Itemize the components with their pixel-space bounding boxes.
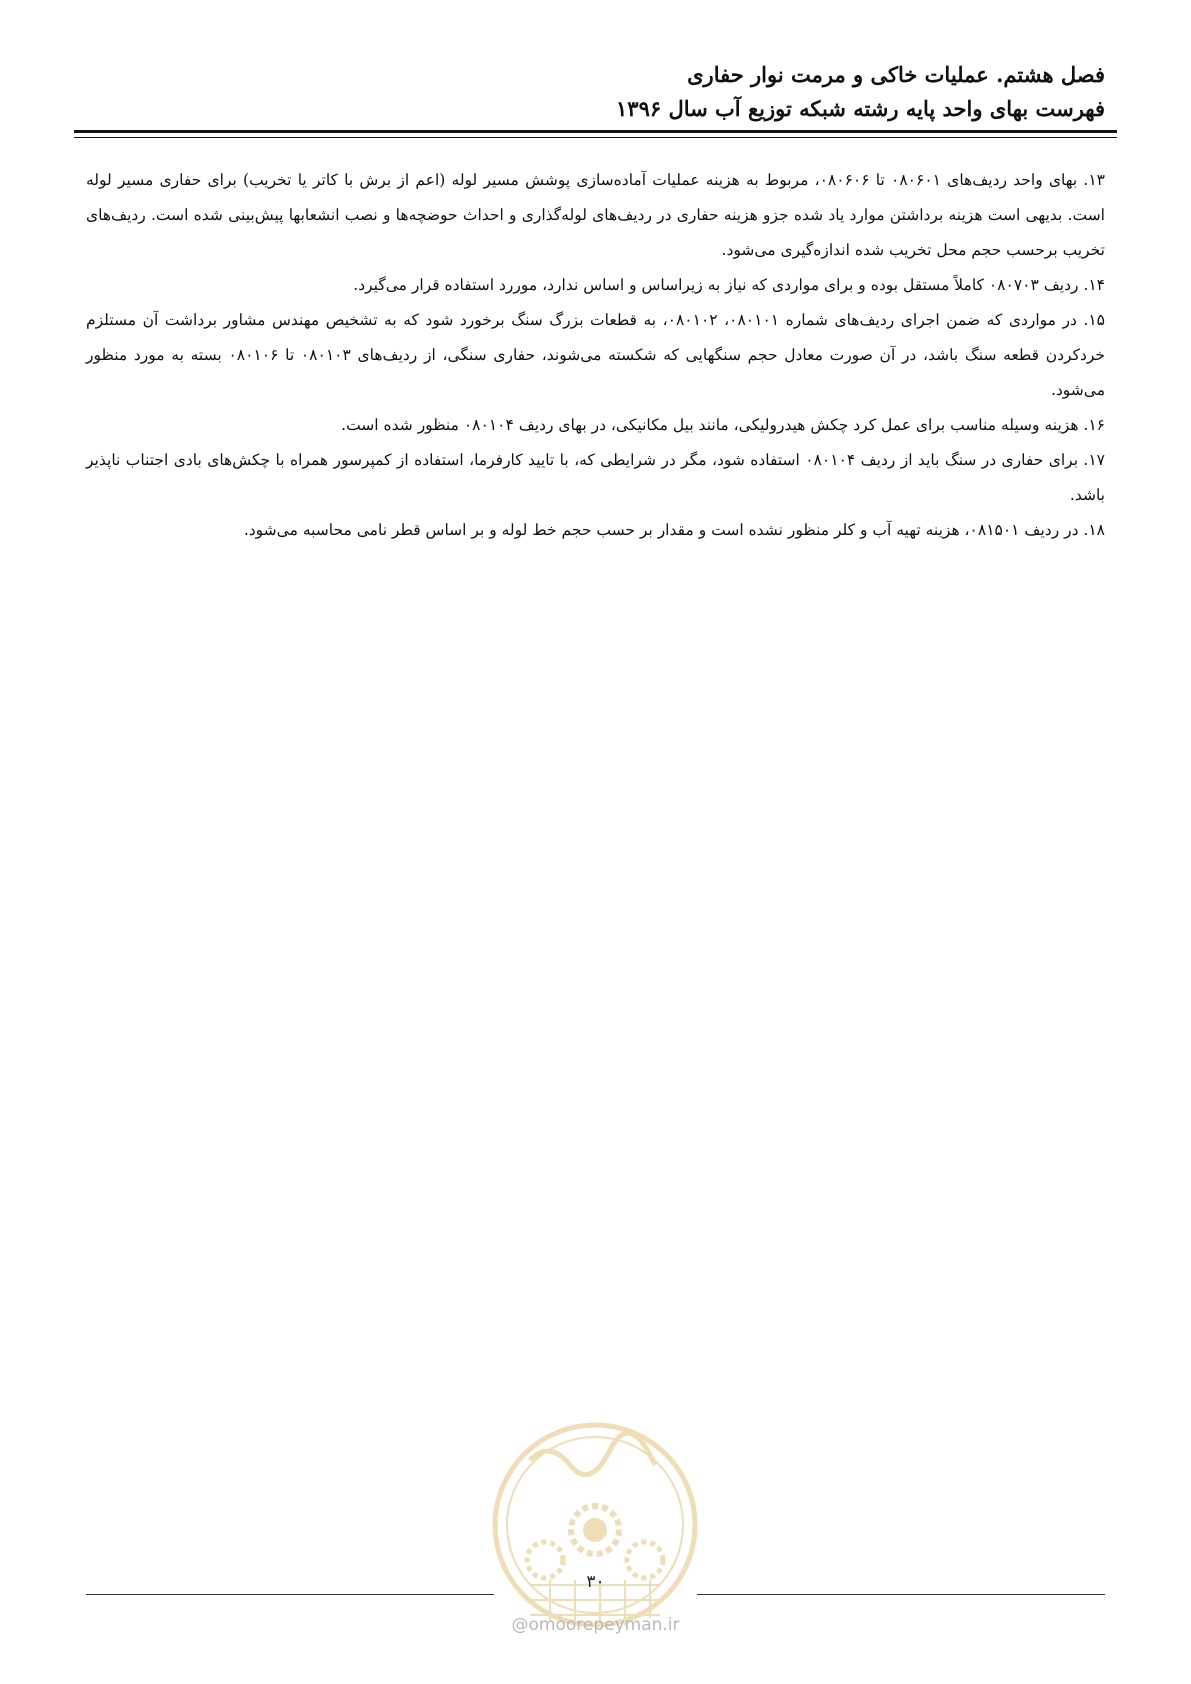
chapter-title: فصل هشتم. عملیات خاکی و مرمت نوار حفاری [687,62,1105,87]
page-number: ۳۰ [586,1572,605,1592]
header-rule-thin [74,137,1117,138]
list-title: فهرست بهای واحد پایه رشته شبکه توزیع آب سال ۱۳۹۶ [616,96,1105,121]
note-paragraph-14: ۱۴. ردیف ۰۸۰۷۰۳ کاملاً مستقل بوده و برای مواردی که نیاز به زیراساس و اساس ندارد، موررد استفاده قرار می‌گیرد. [353,276,1105,294]
note-paragraph-18: ۱۸. در ردیف ۰۸۱۵۰۱، هزینه تهیه آب و کلر منظور نشده است و مقدار بر حسب حجم خط لوله و بر اساس قطر نامی محاسبه می‌شود. [243,521,1105,539]
notes-body [86,163,1105,548]
note-paragraph-17: ۱۷. برای حفاری در سنگ باید از ردیف ۰۸۰۱۰۴ استفاده شود، مگر در شرایطی که، با تایید کارفرما، استفاده از کمپرسور همراه با چکش‌های بادی اجتناب ناپذیر باشد. [86,451,1106,504]
watermark-url: @omoorepeyman.ir [511,1615,680,1635]
watermark-logo [490,1420,700,1630]
header-rule-thick [74,130,1117,133]
note-paragraph-16: ۱۶. هزینه وسیله مناسب برای عمل کرد چکش هیدرولیکی، مانند بیل مکانیکی، در بهای ردیف ۰۸۰۱۰۴ منظور شده است. [341,416,1105,434]
page-header [86,58,1105,126]
note-paragraph-15: ۱۵. در مواردی که ضمن اجرای ردیف‌های شماره ۰۸۰۱۰۱، ۰۸۰۱۰۲، به قطعات بزرگ سنگ برخورد شود که به تشخیص مهندس مشاور برداشت آن مستلزم خردکردن قطعه سنگ باشد، در آن صورت معادل حجم سنگهایی که شکسته می‌شوند، حفاری سنگی، از ردیف‌های ۰۸۰۱۰۳ تا ۰۸۰۱۰۶ بسته به مورد منظور می‌شود. [86,311,1106,399]
footer-rule-right [697,1594,1105,1595]
note-paragraph-13: ۱۳. بهای واحد ردیف‌های ۰۸۰۶۰۱ تا ۰۸۰۶۰۶، مربوط به هزینه عملیات آماده‌سازی پوشش مسیر لوله (اعم از برش با کاتر یا تخریب) برای حفاری مسیر لوله است. بدیهی است هزینه برداشتن موارد یاد شده جزو هزینه حفاری در ردیف‌های لوله‌گذاری و احداث حوضچه‌ها و نصب انشعابها پیش‌بینی شده است. ردیف‌های تخریب برحسب حجم محل تخریب شده اندازه‌گیری می‌شود. [86,171,1105,259]
footer-rule-left [86,1594,494,1595]
